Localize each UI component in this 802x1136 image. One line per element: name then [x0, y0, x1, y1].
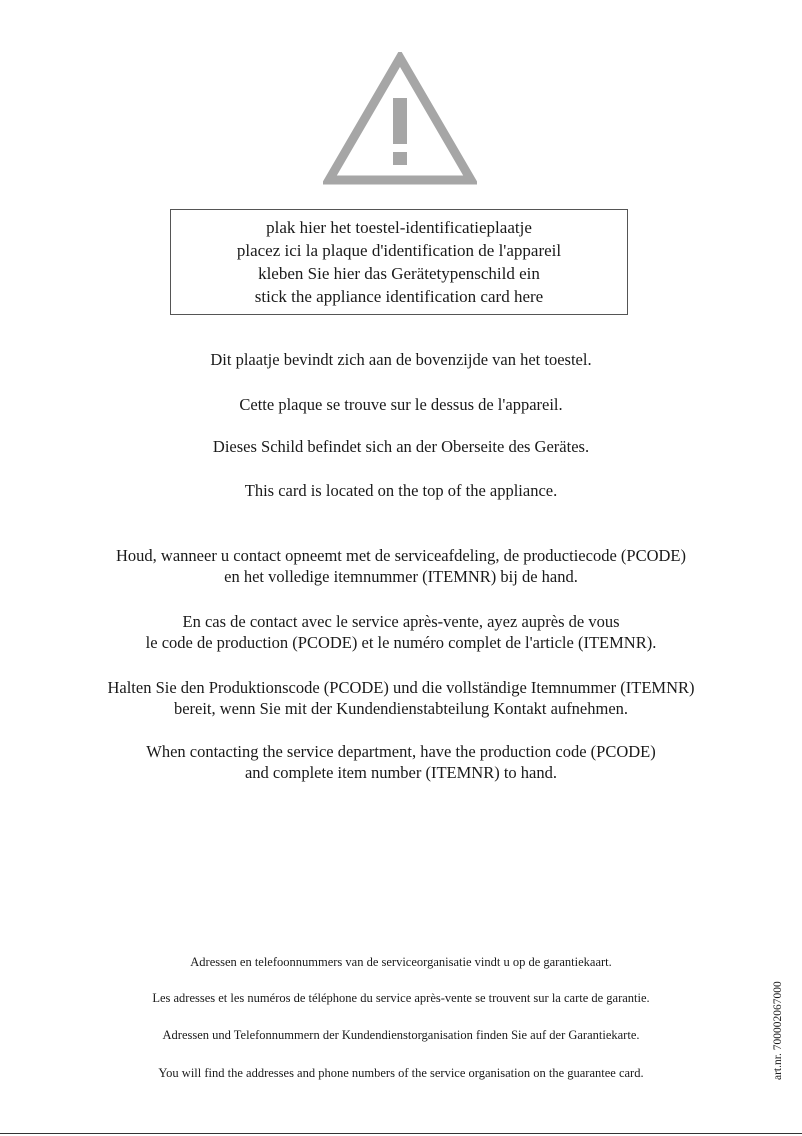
location-note-de: Dieses Schild befindet sich an der Oberseite des Gerätes. — [212, 437, 590, 456]
id-card-line-de: kleben Sie hier das Gerätetypenschild ein — [258, 264, 540, 283]
service-note-de-line1: Halten Sie den Produktionscode (PCODE) und die vollständige Itemnummer (ITEMNR) — [107, 678, 695, 697]
location-note-en: This card is located on the top of the appliance. — [244, 481, 558, 500]
id-card-line-nl: plak hier het toestel-identificatieplaatje — [266, 218, 532, 237]
service-note-en-line1: When contacting the service department, have the production code (PCODE) — [146, 742, 656, 761]
warning-triangle-icon — [323, 52, 477, 186]
identification-card-box — [170, 209, 628, 315]
service-note-de — [0, 677, 802, 719]
location-note-nl: Dit plaatje bevindt zich aan de bovenzijde van het toestel. — [210, 350, 592, 369]
service-note-fr — [0, 611, 802, 653]
footer-note-de: Adressen und Telefonnummern der Kundendienstorganisation finden Sie auf der Garantiekarte. — [162, 1028, 640, 1042]
service-note-nl-line2: en het volledige itemnummer (ITEMNR) bij de hand. — [224, 567, 578, 586]
bottom-divider — [0, 1133, 802, 1134]
location-note-fr: Cette plaque se trouve sur le dessus de l'appareil. — [239, 395, 563, 414]
service-note-fr-line1: En cas de contact avec le service après-vente, ayez auprès de vous — [182, 612, 620, 631]
service-note-en-line2: and complete item number (ITEMNR) to hand. — [244, 763, 558, 782]
service-note-en — [0, 741, 802, 783]
article-number: art.nr. 700002067000 — [772, 981, 784, 1080]
service-note-fr-line2: le code de production (PCODE) et le numéro complet de l'article (ITEMNR). — [145, 633, 657, 652]
footer-note-en: You will find the addresses and phone numbers of the service organisation on the guarantee card. — [158, 1066, 644, 1080]
id-card-line-en: stick the appliance identification card here — [254, 287, 544, 306]
service-note-de-line2: bereit, wenn Sie mit der Kundendienstabteilung Kontakt aufnehmen. — [173, 699, 629, 718]
footer-note-nl: Adressen en telefoonnummers van de serviceorganisatie vindt u op de garantiekaart. — [190, 955, 612, 969]
footer-note-fr: Les adresses et les numéros de téléphone du service après-vente se trouvent sur la carte de garantie. — [152, 991, 650, 1005]
service-note-nl — [0, 545, 802, 587]
service-note-nl-line1: Houd, wanneer u contact opneemt met de serviceafdeling, de productiecode (PCODE) — [116, 546, 686, 565]
id-card-line-fr: placez ici la plaque d'identification de l'appareil — [236, 241, 562, 260]
